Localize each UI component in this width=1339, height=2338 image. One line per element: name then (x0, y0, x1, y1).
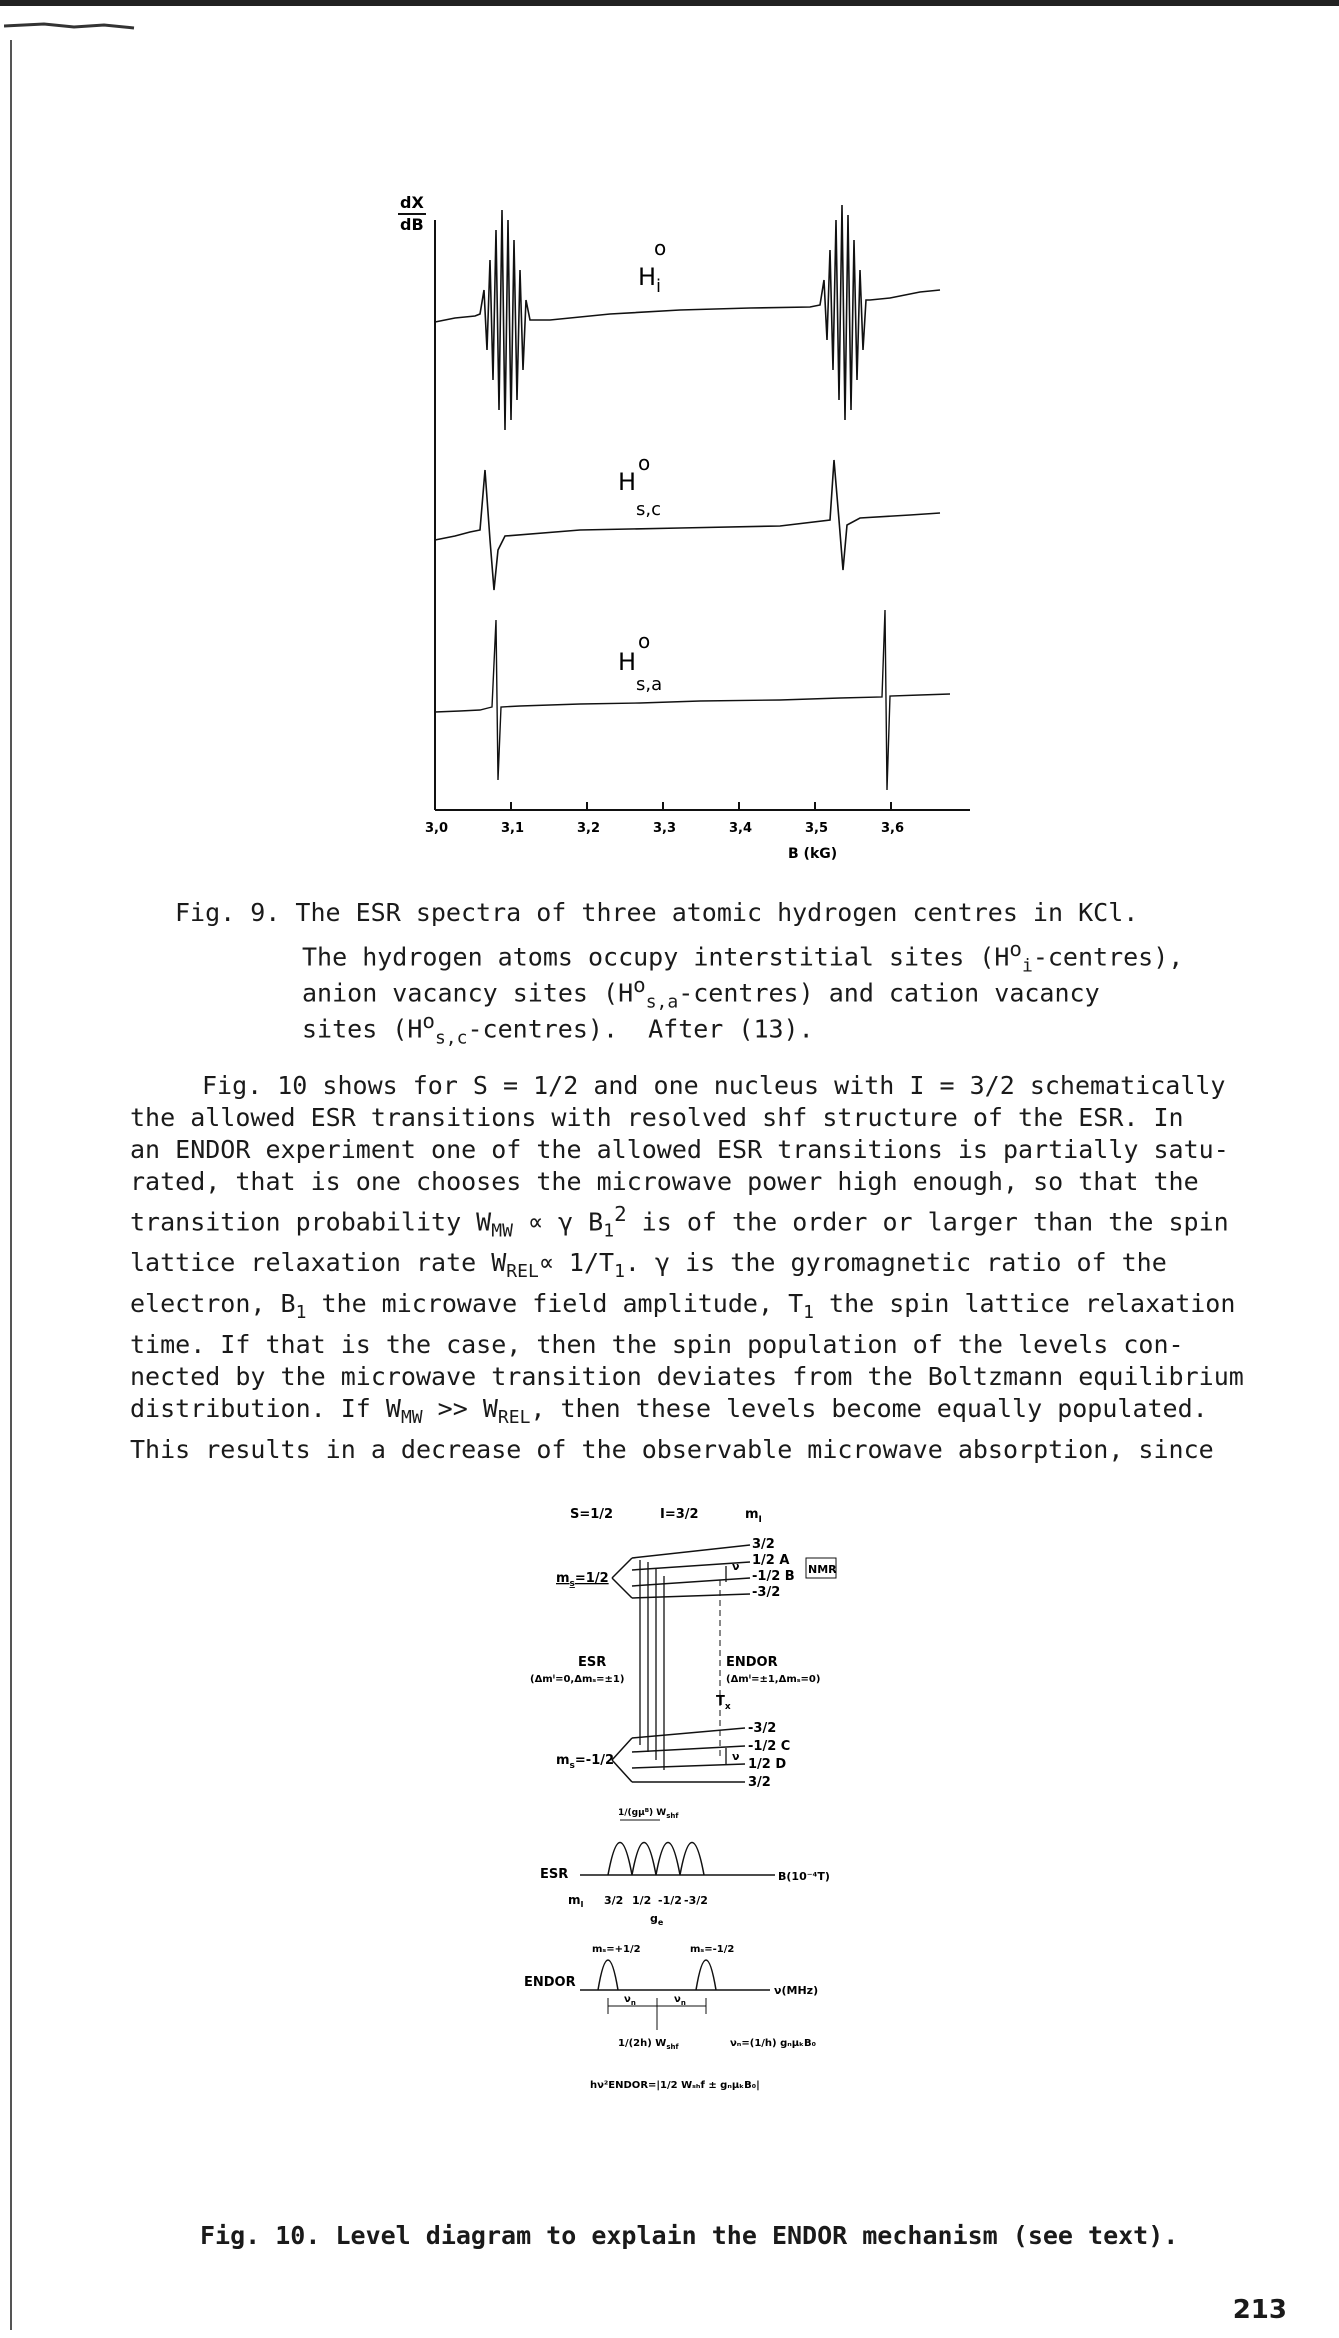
esr-peak-2: 1/2 (632, 1894, 652, 1907)
vn-label-right: $\nu_n$ (674, 1994, 686, 2007)
endor-selection-rule: (Δmᴵ=±1,Δmₛ=0) (726, 1674, 821, 1685)
svg-text:s,a: s,a (636, 674, 663, 695)
endor-spectrum-line (598, 1960, 716, 1990)
ms-lower: $m_s=-1/2$ (556, 1753, 615, 1771)
esr-spectrum-line (608, 1843, 704, 1876)
upper-level-4: -3/2 (752, 1585, 781, 1600)
vn-label-left: $\nu_n$ (624, 1994, 636, 2007)
fig9-caption-line2: The hydrogen atoms occupy interstitial sites $(H^o_i-centres)$, (302, 937, 1184, 977)
ge-label: $g_e$ (650, 1912, 664, 1927)
lower-level-3: 1/2 D (748, 1757, 787, 1772)
vn-definition: νₙ=(1/h) gₙμₖB₀ (730, 2038, 817, 2049)
fig10-caption: Fig. 10. Level diagram to explain the ENDOR mechanism (see text). (200, 2221, 1179, 2250)
fig9-tick-label: 3,5 (805, 821, 829, 836)
esr-peak-3: -1/2 (658, 1894, 682, 1907)
fig9-caption-lead: Fig. 9. (175, 898, 281, 927)
endor-resonance-condition: hν²ENDOR=|1/2 Wₛₕf ± gₙμₖB₀| (590, 2080, 760, 2091)
trace-hsc-label: H (618, 468, 637, 496)
scan-top-edge (0, 0, 1339, 6)
fig9-tick-label: 3,4 (729, 821, 753, 836)
nu-label-upper: ν (732, 1560, 740, 1573)
lower-level-1: -3/2 (748, 1721, 777, 1736)
esr-peak-4: -3/2 (684, 1894, 708, 1907)
esr-transition-label: ESR (578, 1655, 607, 1670)
endor-ms-minus: mₛ=-1/2 (690, 1944, 735, 1955)
header-m: $m_I$ (745, 1507, 762, 1525)
fig9-tick-label: 3,6 (881, 821, 905, 836)
svg-text:o: o (638, 451, 651, 475)
fig9-tick-label: 3,2 (577, 821, 601, 836)
page-number: 213 (1232, 2295, 1287, 2325)
fig9-tick-label: 3,1 (501, 821, 525, 836)
esr-mi-label: $m_I$ (568, 1893, 584, 1909)
fig10-level-diagram (520, 1490, 940, 2190)
fig9-caption-line4: sites $(H^o_{s,c}-centres)$. After (13). (302, 1009, 814, 1049)
upper-level-3: -1/2 B (752, 1569, 795, 1584)
fig9-esr-spectra (380, 170, 1000, 870)
body-paragraph: Fig. 10 shows for S = 1/2 and one nucleus with I = 3/2 schematically the allowed ESR transitions with resolved shf structure of the ESR. In an ENDOR experiment one of the allowed ESR transitions is partially satu- rated, that is one chooses the microwave power high enough, so that the transition probability $W_{MW} \propto \gamma$ $B_1^2$ is of the order or larger than the spin lattice relaxation rate $W_{REL}\propto 1/T_1$. γ is the gyromagnetic ratio of the electron, $B_1$ the microwave field amplitude, $T_1$ the spin lattice relaxation time. If that is the case, then the spin population of the levels con- nected by the microwave transition deviates from the Boltzmann equilibrium distribution. If $W_{MW} >> W_{REL}$, then these levels become equally populated. This results in a decrease of the observable microwave absorption, since (130, 1071, 1244, 1465)
svg-text:o: o (638, 629, 651, 653)
header-s: S=1/2 (570, 1507, 614, 1522)
upper-level-1: 3/2 (752, 1537, 775, 1552)
endor-axis-label: ν(MHz) (774, 1984, 819, 1997)
lower-level-4: 3/2 (748, 1775, 771, 1790)
trace-hi-label: H (638, 263, 657, 291)
endor-transition-label: ENDOR (726, 1655, 778, 1670)
svg-text:o: o (654, 236, 667, 260)
fig9-caption: Fig. 9. The ESR spectra of three atomic hydrogen centres in KCl. (175, 898, 1139, 927)
scan-artifact (4, 18, 144, 32)
nu-label-lower: ν (732, 1750, 740, 1763)
esr-peak-1: 3/2 (604, 1894, 624, 1907)
header-i: I=3/2 (660, 1507, 699, 1522)
endor-half-spacing: 1/(2h) $W_{shf}$ (618, 2038, 679, 2051)
svg-text:i: i (656, 276, 662, 297)
nmr-label: NMR (808, 1563, 837, 1576)
esr-selection-rule: (Δmᴵ=0,Δmₛ=±1) (530, 1674, 625, 1685)
lower-level-2: -1/2 C (748, 1739, 791, 1754)
fig9-caption-line3: anion vacancy sites $(H^o_{s,a}-centres)$ and cation vacancy (302, 973, 1100, 1013)
endor-ms-plus: mₛ=+1/2 (592, 1944, 641, 1955)
fig9-tick-label: 3,3 (653, 821, 677, 836)
ms-upper: $m_s=1/2$ (556, 1571, 609, 1589)
upper-level-2: 1/2 A (752, 1553, 790, 1568)
svg-text:s,c: s,c (636, 499, 661, 520)
trace-hsa-label: H (618, 648, 637, 676)
trace-hi (435, 205, 940, 430)
tx-label: $T_x$ (716, 1694, 731, 1712)
esr-axis-label: B(10⁻⁴T) (778, 1870, 830, 1883)
esr-spectrum-label: ESR (540, 1867, 569, 1882)
fig9-y-label-den: dB (400, 215, 424, 234)
trace-hsc (435, 460, 940, 590)
endor-spectrum-label: ENDOR (524, 1975, 576, 1990)
fig9-y-label-num: dX (400, 193, 424, 212)
fig9-tick-label: 3,0 (425, 821, 449, 836)
esr-spacing: 1/(gμᴮ) $W_{shf}$ (618, 1808, 679, 1820)
fig9-x-label: B (kG) (788, 846, 838, 862)
trace-hsa (435, 610, 950, 790)
scan-left-edge (10, 40, 12, 2330)
